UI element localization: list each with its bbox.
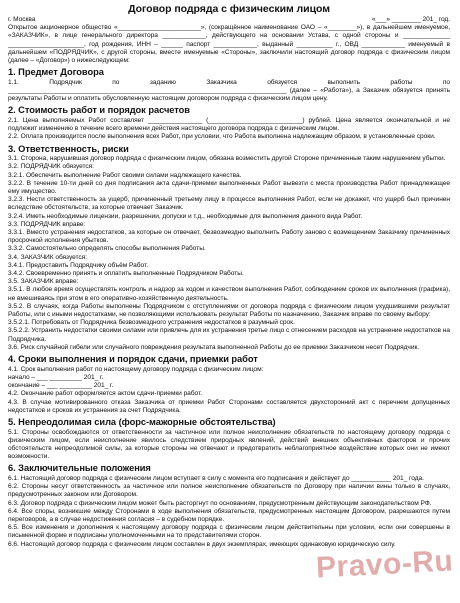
clause-paragraph: 5.1. Стороны освобождаются от ответственности за частичное или полное неисполнение обязательств по настоящему договору подряда с физическим лицом, если неисполнение явилось следствием природных явлений, действий внешних объективных факторов и прочих обстоятельств непреодолимой силы, за которые стороны не отвечают и предотвратить неблагоприятное воздействие которых они не имеют возможности. bbox=[8, 428, 450, 461]
clause-paragraph: окончание – ___ _________ 201_ г. bbox=[8, 382, 114, 390]
clause-paragraph: 3.1. Сторона, нарушившая договор подряда с физическим лицом, обязана возместить другой Стороне причиненные таким нарушением убытки. bbox=[8, 155, 446, 163]
preamble-paragraph: Открытое акционерное общество «_______________________», (сокращённое наименование ОАО – «________»), в дальнейшем именуемое, «ЗАКАЗЧИК», в лице генерального директора ____________, действующего на основании Устава, с одной стороны и _____________ _____________________, год рождения, ИНН – ______ паспорт ____________, выданный __________ г., ОВД ____________ именуемый в дальнейшем «ПОДРЯДЧИК», с другой стороны, вместе именуемые «Стороны», заключили настоящий договор подряда с физическим лицом (далее – «Договор») о нижеследующем: bbox=[8, 24, 450, 65]
document-title: Договор подряда с физическим лицом bbox=[128, 3, 330, 15]
sections-container bbox=[8, 67, 450, 549]
clause-paragraph: 4.1. Срок выполнения работ по настоящему договору подряда с физическим лицом: bbox=[8, 365, 264, 373]
section-heading: 1. Предмет Договора bbox=[8, 67, 104, 78]
clause-paragraph: 6.6. Настоящий договор подряда с физическим лицом составлен в двух экземплярах, имеющих одинаковую юридическую силу. bbox=[8, 540, 396, 548]
clause-paragraph: 3.4.1. Предоставить Подрядчику объём Работ. bbox=[8, 261, 148, 269]
clause-paragraph: 3.3.2. Самостоятельно определять способы выполнения Работы. bbox=[8, 245, 206, 253]
section-heading: 2. Стоимость работ и порядок расчетов bbox=[8, 105, 190, 116]
clause-paragraph: 3.2.1. Обеспечить выполнение Работ своими силами надлежащего качества. bbox=[8, 171, 242, 179]
clause-paragraph: 3.4. ЗАКАЗЧИК обязуется: bbox=[8, 253, 87, 261]
clause-paragraph: 3.4.2. Своевременно принять и оплатить выполненные Подрядчиком Работы. bbox=[8, 270, 244, 278]
clause-paragraph: 3.2. ПОДРЯДЧИК обязуется: bbox=[8, 163, 94, 171]
clause-paragraph: 6.3. Договор подряда с физическим лицом может быть расторгнут по основаниям, предусмотренным действующим законодательством РФ. bbox=[8, 499, 432, 507]
section-3 bbox=[8, 144, 450, 352]
city-label: г. Москва bbox=[8, 16, 36, 23]
section-heading: 3. Ответственность, риски bbox=[8, 143, 129, 154]
clause-paragraph: 4.2. Окончание работ оформляется актом сдачи-приемки работ. bbox=[8, 390, 203, 398]
clause-paragraph: 3.6. Риск случайной гибели или случайного повреждения результата выполненной Работы до ее приемки Заказчиком несет Подрядчик. bbox=[8, 343, 420, 351]
clause-paragraph: 3.5.2. В случаях, когда Работы выполнены Подрядчиком с отступлениями от договора подряда с физическим лицом ухудшившими результат Работы, или с иными недостатками, не позволяющими использовать результат Работы по назначению, Заказчик вправе по своему выбору: bbox=[8, 302, 450, 319]
clause-paragraph: 2.2. Оплата производится после выполнения всех Работ, при условии, что Работа выполнена надлежащим образом, в установленные сроки. bbox=[8, 133, 436, 141]
section-1 bbox=[8, 67, 450, 103]
section-heading: 4. Сроки выполнения и порядок сдачи, приемки работ bbox=[8, 354, 258, 365]
city-date-row bbox=[8, 16, 450, 24]
section-heading: 5. Непреодолимая сила (форс-мажорные обстоятельства) bbox=[8, 416, 276, 427]
date-line: «___» ________ 201_ год. bbox=[371, 16, 450, 23]
clause-paragraph: 6.4. Все споры, возникшие между Сторонами в ходе выполнения обязательств, предусмотренных настоящим Договором, разрешаются путем переговоров, а в случае недостижения согласия – в судебном порядке. bbox=[8, 507, 450, 523]
clause-paragraph: 6.1. Настоящий договор подряда с физическим лицом вступает в силу с момента его подписания и действует до ___________ 201_ года. bbox=[8, 474, 424, 482]
watermark-logo: Pravo-Ru bbox=[315, 544, 455, 585]
clause-paragraph: 1.1. Подрядчик по заданию Заказчика обязуется выполнить работы по _____________________________________________________________________________ (далее – «Работа»), а Заказчик обязуется принять результаты Работы и оплатить обусловленную настоящим договором подряда с физическим лицом цену. bbox=[8, 78, 450, 103]
section-2 bbox=[8, 105, 450, 141]
section-heading: 6. Заключительные положения bbox=[8, 463, 151, 474]
clause-paragraph: 4.3. В случае мотивированного отказа Заказчика от приемки Работ Сторонами составляется двухсторонний акт с перечнем допущенных недостатков и сроков их устранения за счет Подрядчика. bbox=[8, 398, 450, 414]
clause-paragraph: 3.2.2. В течение 10-ти дней со дня подписания акта сдачи-приемки выполненных Работ вывезти с места производства Работ принадлежащее ему имущество. bbox=[8, 179, 450, 196]
clause-paragraph: 3.2.4. Иметь необходимые лицензии, разрешении, допуски и т.д., необходимые для выполнения данного вида Работ. bbox=[8, 212, 363, 220]
clause-paragraph: 3.5. ЗАКАЗЧИК вправе: bbox=[8, 278, 79, 286]
clause-paragraph: 6.5. Все изменения и дополнения к настоящему договору подряда с физическим лицом действительны при условии, если они совершены в письменной форме и подписаны уполномоченными на то представителями сторон. bbox=[8, 524, 450, 540]
section-4 bbox=[8, 354, 450, 415]
clause-paragraph: 3.5.2.2. Устранить недостатки своими силами или привлечь для их устранения третье лицо с отнесением расходов на устранение недостатков на Подрядчика. bbox=[8, 327, 450, 343]
section-6 bbox=[8, 463, 450, 548]
section-5 bbox=[8, 417, 450, 461]
clause-paragraph: начало – ___ _________ 201_ г. bbox=[8, 373, 104, 381]
clause-paragraph: 3.5.1. В любое время осуществлять контроль и надзор за ходом и качеством выполнения Работ, соблюдением сроков их выполнения (графика), не вмешиваясь при этом в его оперативно-хозяйственную деятельность. bbox=[8, 286, 450, 302]
clause-paragraph: 3.3.1. Вместо устранения недостатков, за которые он отвечает, безвозмездно выполнить Работу заново с возмещением Заказчику причиненных просрочкой исполнения убытков. bbox=[8, 229, 450, 245]
clause-paragraph: 2.1. Цена выполняемых Работ составляет _______________ (__________________________) рублей. Цена является окончательной и не подлежит изменению в течение всего времени действия настоящего договора подряда с физическим лицом. bbox=[8, 117, 450, 133]
clause-paragraph: 3.5.2.1. Потребовать от Подрядчика безвозмездного устранения недостатков в разумный срок. bbox=[8, 319, 295, 327]
clause-paragraph: 3.3. ПОДРЯДЧИК вправе: bbox=[8, 220, 86, 228]
clause-paragraph: 3.2.3. Нести ответственность за ущерб, причиненный третьему лицу в процессе выполнения Работ, если не докажет, что ущерб был причинен вследствие обстоятельств, за которые отвечает Заказчик. bbox=[8, 196, 450, 212]
clause-paragraph: 6.2. Стороны несут ответственность за частичное или полное неисполнение обязательств по Договору при наличии вины только в случаях, предусмотренных законом или Договором. bbox=[8, 483, 450, 499]
